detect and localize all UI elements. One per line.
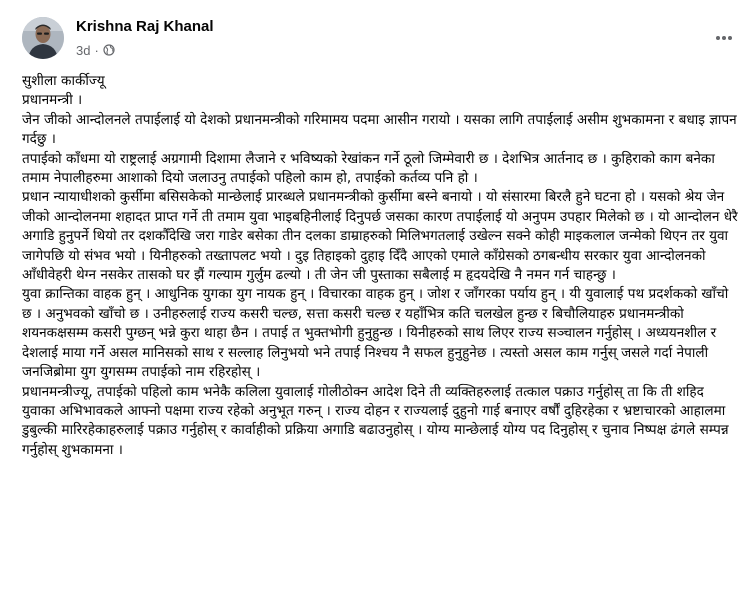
author-name[interactable]: Krishna Raj Khanal [76, 18, 214, 35]
post-paragraph: युवा क्रान्तिका वाहक हुन् । आधुनिक युगका युग नायक हुन् । विचारका वाहक हुन् । जोश र जाँगरका पर्याय हुन् । यी युवालाई पथ प्रदर्शकको खाँचो छ । अनुभवको खाँचो छ । उनीहरुलाई राज्य कसरी चल्छ, सत्ता कसरी चल्छ र यहाँभित्र कति चलखेल हुन्छ र बिचौलियाहरु प्रधानमन्त्रीको शयनकक्षसम्म कसरी पुग्छन् भन्ने कुरा थाहा छैन । तपाई त भुक्तभोगी हुनुहुन्छ । यिनीहरुको साथ लिएर राज्य सञ्चालन गर्नुहोस् । अध्ययनशील र देशलाई माया गर्ने असल मानिसको साथ र सल्लाह लिनुभयो भने तपाई निश्चय नै सफल हुनुहुनेछ । त्यस्तो असल काम गर्नुस् जसले गर्दा नेपाली जनजिब्रोमा युग युगसम्म तपाईको नाम रहिरहोस् । [22, 286, 729, 381]
meta-separator: · [94, 42, 99, 58]
author-avatar[interactable] [22, 17, 64, 59]
post-paragraph: जेन जीको आन्दोलनले तपाईलाई यो देशको प्रधानमन्त्रीको गरिमामय पदमा आसीन गरायो । यसका लागि तपाईलाई असीम शुभकामना र बधाइ ज्ञापन गर्दछु । [22, 111, 737, 148]
post-paragraph: प्रधान न्यायाधीशको कुर्सीमा बसिसकेको मान्छेलाई प्रारब्धले प्रधानमन्त्रीको कुर्सीमा बस्ने बनायो । यो संसारमा बिरलै हुने घटना हो । यसको श्रेय जेन जीको आन्दोलनमा शहादत प्राप्त गर्ने ती तमाम युवा भाइबहिनीलाई दिनुपर्छ जसका कारण तपाईलाई यो अनुपम उपहार मिलेको छ । यो आन्दोलन धेरै अगाडि हुनुपर्ने थियो तर दशकौँदेखि जरा गाडेर बसेका तीन दलका डाम्राहरुको मिलिभगतलाई उखेल्न सक्ने कोही माइकलाल जन्मेको थिएन तर युवा जागेपछि यो संभव भयो । यिनीहरुको तख्तापलट भयो । दुइ तिहाइको दुहाइ दिँदै आएको एमाले काँग्रेसको ठगबन्धीय सरकार युवा आन्दोलनको आँधीवेहरी थेग्न नसकेर तासको घर झैं गल्याम गुर्लुम ढल्यो । ती जेन जी पुस्ताका सबैलाई म हृदयदेखि नै नमन गर्न चाहन्छु । [22, 189, 738, 284]
post-paragraph: सुशीला कार्कीज्यू [22, 73, 105, 89]
post-header [0, 0, 750, 66]
post-meta [76, 41, 115, 59]
avatar-image [22, 17, 64, 59]
post-options-button[interactable] [708, 22, 740, 54]
post-paragraph: तपाईको काँधमा यो राष्ट्रलाई अग्रगामी दिशामा लैजाने र भविष्यको रेखांकन गर्ने ठूलो जिम्मेवारी छ । देशभित्र आर्तनाद छ । कुहिराको काग बनेका तमाम नेपालीहरुमा आशाको दियो जलाउनु तपाईको पहिलो काम हो, तपाईको कर्तव्य पनि हो । [22, 150, 715, 187]
post-timestamp[interactable]: 3d [76, 42, 91, 58]
more-horizontal-icon [714, 28, 734, 48]
post-paragraph: प्रधानमन्त्रीज्यू, तपाईको पहिलो काम भनेकै कलिला युवालाई गोलीठोक्न आदेश दिने ती व्यक्तिहरुलाई तत्काल पक्राउ गर्नुहोस् ता कि ती शहिद युवाका अभिभावकले आफ्नो पक्षमा राज्य रहेको अनुभूत गरुन् । राज्य दोहन र राज्यलाई दुहुनो गाई बनाएर वर्षौं दुहिरहेका र भ्रष्टाचारको आहालमा डुबुल्की मारिरहेकाहरुलाई पक्राउ गर्नुहोस् र कार्वाहीको प्रक्रिया अगाडि बढाउनुहोस् । योग्य मान्छेलाई योग्य पद दिनुहोस् र चुनाव निष्पक्ष ढंगले सम्पन्न गर्नुहोस् शुभकामना । [22, 383, 729, 458]
globe-icon[interactable] [103, 44, 115, 56]
post-body [22, 72, 738, 460]
post-paragraph: प्रधानमन्त्री । [22, 92, 83, 109]
